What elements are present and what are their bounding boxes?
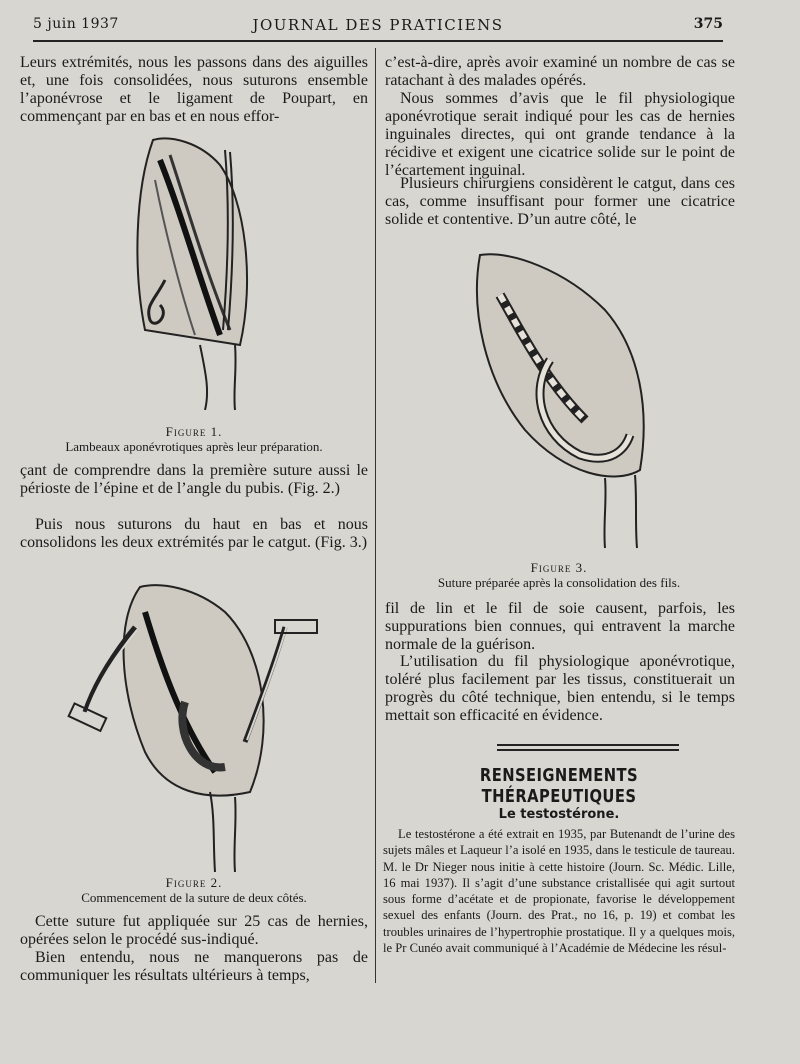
figure-1-illustration xyxy=(125,130,265,410)
header-date: 5 juin 1937 xyxy=(33,16,119,32)
figure-1-caption-block xyxy=(20,424,368,454)
figure-3-caption-block xyxy=(383,560,735,590)
right-paragraph-5: L’utilisation du fil physiologique aponévrotique, toléré plus facilement par les tissus, constituerait un progrès du côté technique, bien entendu, si le temps mettait son efficacité en évidence. xyxy=(385,653,735,724)
right-paragraph-3: Plusieurs chirurgiens considèrent le catgut, dans ces cas, comme insuffisant pour former une cicatrice solide et contentive. D’un autre côté, le xyxy=(385,175,735,228)
figure-2-illustration xyxy=(65,582,325,872)
right-paragraph-2: Nous sommes d’avis que le fil physiologique aponévrotique serait indiqué pour les cas de hernies inguinales directes, qui ont grande tendance à la récidive et exigent une cicatrice solide sur le point de l’écartement inguinal. xyxy=(385,90,735,179)
right-paragraph-4: fil de lin et le fil de soie causent, parfois, les suppurations bien connues, qui entravent la marche normale de la guérison. xyxy=(385,600,735,653)
left-paragraph-4: Cette suture fut appliquée sur 25 cas de hernies, opérées selon le procédé sus-indiqué. xyxy=(20,913,368,948)
figure-3-title: Figure 3. xyxy=(530,560,588,575)
right-paragraph-1: c’est-à-dire, après avoir examiné un nombre de cas se ratachant à des malades opérés. xyxy=(385,54,735,89)
left-paragraph-3: Puis nous suturons du haut en bas et nous consolidons les deux extrémités par le catgut. (Fig. 3.) xyxy=(20,516,368,551)
left-paragraph-2: çant de comprendre dans la première suture aussi le périoste de l’épine et de l’angle du pubis. (Fig. 2.) xyxy=(20,462,368,497)
testosterone-paragraph: Le testostérone a été extrait en 1935, par Butenandt de l’urine des sujets mâles et Laqueur l’a isolé en 1935, dans le testicule de taureau. M. le Dr Nieger nous initie à cette histoire (Journ. Sc. Médic. Lille, 16 mai 1937). Il s’agit d’une substance cristallisée qui agit surtout sous forme d’acétate et de propionate, favorise le développement sexuel des enfants (Journ. des Prat., no 16, p. 19) et combat les troubles urinaires de l’hypertrophie prostatique. Il y a quelques mois, le Pr Cunéo avait communiqué à l’Académie de Médecine les résul- xyxy=(383,827,735,956)
section-rule-bottom xyxy=(497,749,679,751)
figure-2-caption-block xyxy=(20,875,368,905)
section-title: RENSEIGNEMENTS THÉRAPEUTIQUES xyxy=(479,765,639,807)
figure-2-title: Figure 2. xyxy=(165,875,223,890)
column-divider xyxy=(375,48,376,983)
testosterone-article xyxy=(383,826,735,956)
section-rule-top xyxy=(497,744,679,746)
figure-3-illustration xyxy=(465,250,665,550)
header-journal-title: JOURNAL DES PRATICIENS xyxy=(252,16,504,34)
figure-2-caption: Commencement de la suture de deux côtés. xyxy=(81,890,307,905)
subsection-title: Le testostérone. xyxy=(498,807,620,822)
figure-3-caption: Suture préparée après la consolidation des fils. xyxy=(437,575,681,590)
left-paragraph-5: Bien entendu, nous ne manquerons pas de communiquer les résultats ultérieurs à temps, xyxy=(20,949,368,984)
left-paragraph-1: Leurs extrémités, nous les passons dans des aiguilles et, une fois consolidées, nous suturons ensemble l’aponévrose et le ligament de Poupart, en commençant par en bas et en nous effor- xyxy=(20,54,368,125)
figure-1-caption: Lambeaux aponévrotiques après leur préparation. xyxy=(65,439,323,454)
header-page-number: 375 xyxy=(693,16,723,32)
running-header xyxy=(33,12,723,42)
figure-1-title: Figure 1. xyxy=(165,424,223,439)
